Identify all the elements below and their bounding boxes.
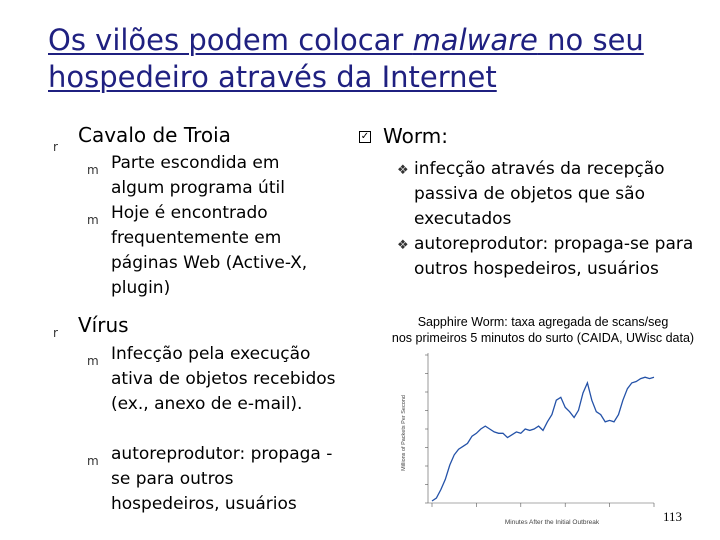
slide-title: Os vilões podem colocar malware no seu hospedeiro através da Internet <box>48 23 644 94</box>
page-number: 113 <box>663 509 683 524</box>
y-axis-ticks <box>425 353 428 503</box>
bullet-virus: Vírus <box>78 313 129 337</box>
bullet-trojan: Cavalo de Troia <box>78 123 231 147</box>
bullet-glyph: r <box>53 140 58 154</box>
x-axis-label: Minutes After the Initial Outbreak <box>504 519 600 526</box>
worm-subitem-1: infecção através da recepção passiva de objetos que são executados <box>414 159 665 229</box>
bullet-glyph: r <box>53 326 58 340</box>
virus-subitem-2: autoreprodutor: propaga -se para outros hospedeiros, usuários <box>111 444 333 514</box>
trojan-subitem-1: Parte escondida em algum programa útil <box>111 153 285 198</box>
y-axis-label: Millions of Packets Per Second <box>401 395 407 471</box>
sub-bullet-glyph: m <box>87 354 99 368</box>
caption-line-2: nos primeiros 5 minutos do surto (CAIDA, UWisc data) <box>391 331 695 345</box>
diamond-bullet-icon: ❖ <box>397 238 409 253</box>
sub-bullet-glyph: m <box>87 163 99 177</box>
caption-line-1: Sapphire Worm: taxa agregada de scans/seg <box>417 315 669 329</box>
sapphire-worm-chart <box>392 343 664 527</box>
chart-caption <box>368 314 718 346</box>
bullet-worm: Worm: <box>383 124 448 148</box>
sub-bullet-glyph: m <box>87 454 99 468</box>
worm-subitem-2: autoreprodutor: propaga-se para outros hospedeiros, usuários <box>414 234 694 279</box>
sub-bullet-glyph: m <box>87 213 99 227</box>
diamond-bullet-icon: ❖ <box>397 163 409 178</box>
series-line <box>432 377 654 501</box>
virus-subitem-1: Infecção pela execução ativa de objetos recebidos (ex., anexo de e-mail). <box>111 344 336 414</box>
trojan-subitem-2: Hoje é encontrado frequentemente em páginas Web (Active-X, plugin) <box>111 203 308 298</box>
checkbox-bullet-icon: ✓ <box>360 131 370 142</box>
